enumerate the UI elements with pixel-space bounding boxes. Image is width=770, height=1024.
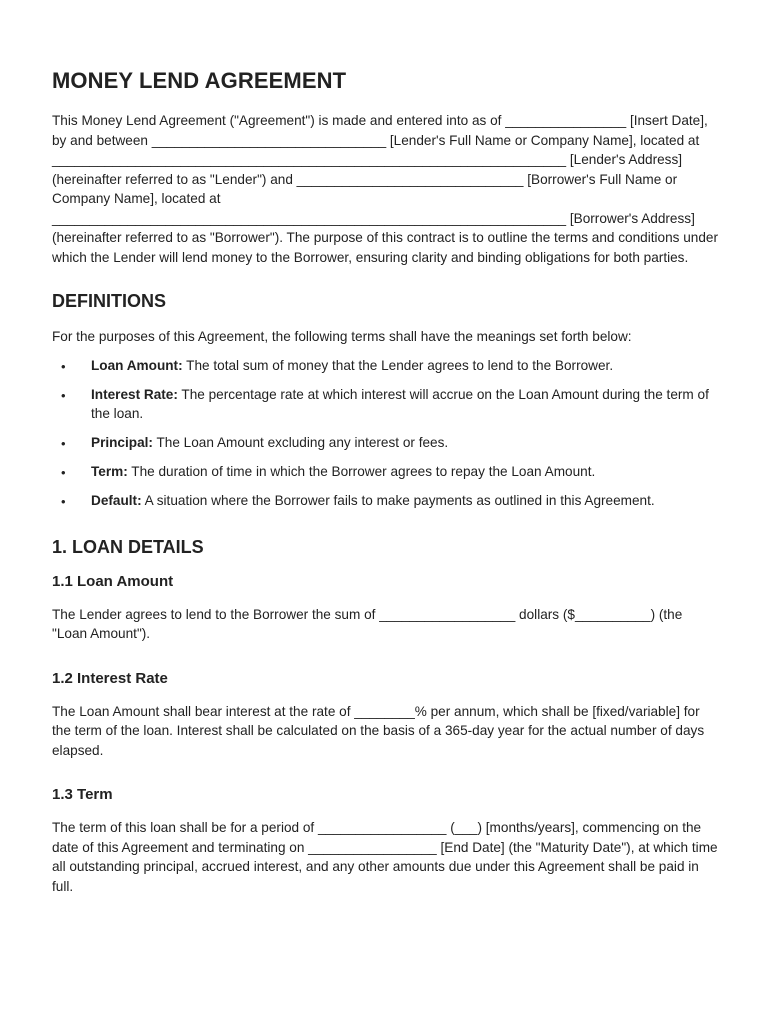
interest-rate-text: The Loan Amount shall bear interest at the rate of ________% per annum, which shall be [fixed/variable] for the term of the loan. Interest shall be calculated on the basis of a 365-day year for the actual number of days elapsed. — [52, 703, 705, 758]
definitions-heading: DEFINITIONS — [52, 291, 167, 311]
loan-amount-text: The Lender agrees to lend to the Borrower the sum of __________________ dollars ($__________) (the "Loan Amount"). — [52, 606, 683, 641]
definition-term: Interest Rate: — [91, 386, 178, 402]
intro-paragraph: This Money Lend Agreement ("Agreement") is made and entered into as of ________________ [Insert Date], by and between _______________________________ [Lender's Full Name or Company Name], located at ____________________________________________________________________ [Lender's Address] (hereinafter referred to as "Lender") and ______________________________ [Borrower's Full Name or Company Name], located at ____________________________________________________________________ [Borrower's Address] (hereinafter referred to as "Borrower"). The purpose of this contract is to outline the terms and conditions under which the Lender will lend money to the Borrower, ensuring clarity and binding obligations for both parties. — [52, 113, 719, 265]
definition-item-term — [52, 462, 718, 482]
definition-text: The duration of time in which the Borrower agrees to repay the Loan Amount. — [127, 464, 596, 479]
loan-details-heading: 1. LOAN DETAILS — [52, 536, 204, 557]
definition-item-loan-amount — [52, 356, 718, 376]
bullet-icon: • — [61, 358, 66, 374]
definition-term: Default: — [91, 493, 142, 508]
term-heading: 1.3 Term — [52, 786, 113, 803]
loan-amount-heading: 1.1 Loan Amount — [52, 572, 174, 590]
definitions-lead: For the purposes of this Agreement, the following terms shall have the meanings set forth below: — [52, 329, 632, 344]
definition-item-default — [52, 491, 718, 511]
definition-text: A situation where the Borrower fails to make payments as outlined in this Agreement. — [141, 493, 655, 508]
bullet-icon: • — [61, 387, 66, 403]
definition-term: Term: — [91, 464, 128, 479]
definition-item-interest-rate — [52, 385, 718, 424]
bullet-icon: • — [61, 494, 66, 509]
definition-item-principal — [52, 433, 718, 453]
term-text: The term of this loan shall be for a period of _________________ (___) [months/years], commencing on the date of this Agreement and terminating on _________________ [End Date] (the "Maturity Date"), at which time all outstanding principal, accrued interest, and any other amounts due under this Agreement shall be paid in full. — [52, 820, 718, 894]
definition-term: Loan Amount: — [91, 357, 183, 373]
definitions-list — [52, 356, 718, 511]
definition-text: The percentage rate at which interest will accrue on the Loan Amount during the term of the loan. — [91, 386, 709, 421]
definition-text: The total sum of money that the Lender agrees to lend to the Borrower. — [182, 357, 614, 373]
document-title: MONEY LEND AGREEMENT — [52, 68, 347, 93]
bullet-icon: • — [61, 436, 66, 451]
definition-text: The Loan Amount excluding any interest or fees. — [152, 435, 449, 450]
definition-term: Principal: — [91, 435, 153, 450]
interest-rate-heading: 1.2 Interest Rate — [52, 669, 168, 687]
bullet-icon: • — [61, 465, 66, 480]
